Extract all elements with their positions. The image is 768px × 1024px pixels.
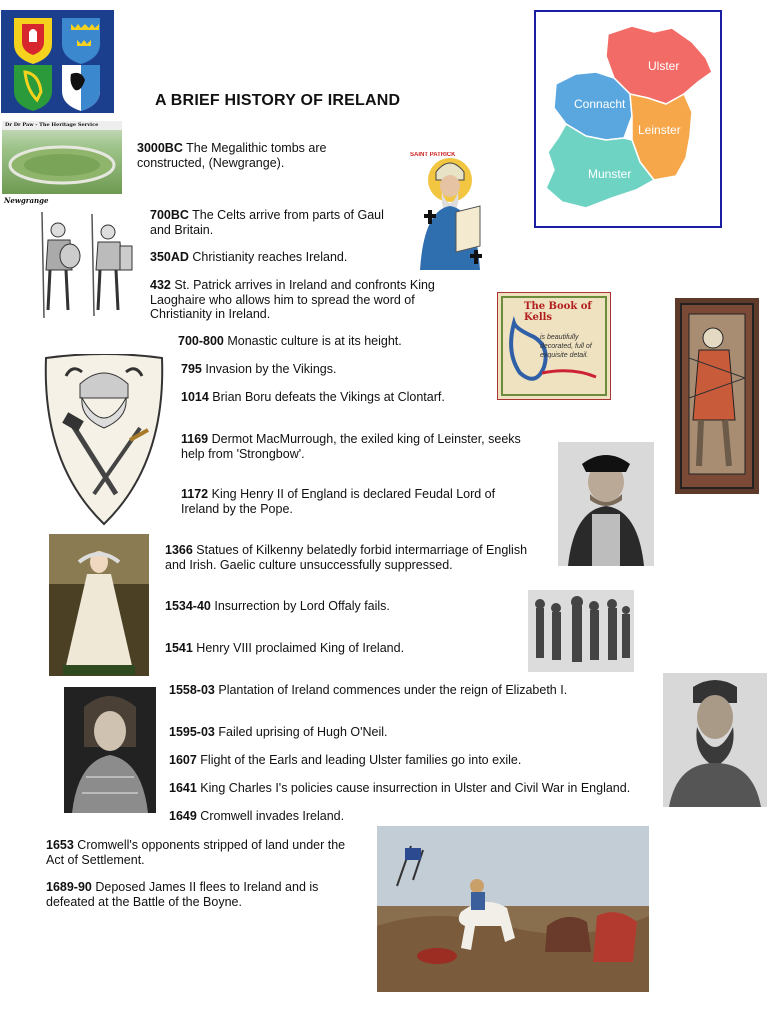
entry-year: 1595-03 [169,725,215,739]
entry-year: 432 [150,278,171,292]
timeline-entry [169,809,469,824]
entry-text: King Henry II of England is declared Feudal Lord of Ireland by the Pope. [181,487,496,516]
stained-glass-knight-image [675,298,759,494]
timeline-entry [165,543,543,572]
timeline-entry [165,599,505,614]
map-label-connacht: Connacht [574,97,626,111]
entry-year: 3000BC [137,141,183,155]
entry-year: 1653 [46,838,74,852]
map-label-ulster: Ulster [648,59,680,73]
entry-year: 1534-40 [165,599,211,613]
book-of-kells-text: is beautifully decorated, full of exquisite detail. [540,334,592,359]
entry-text: Insurrection by Lord Offaly fails. [214,599,390,613]
hugh-oneil-portrait [663,673,767,807]
entry-text: Henry VIII proclaimed King of Ireland. [196,641,405,655]
entry-year: 795 [181,362,202,376]
entry-text: Failed uprising of Hugh O'Neil. [218,725,388,739]
entry-text: Statues of Kilkenny belatedly forbid intermarriage of English and Irish. Gaelic culture unsuccessfully suppressed. [165,543,528,572]
elizabeth-i-portrait [49,534,149,676]
entry-year: 700-800 [178,334,224,348]
timeline-entry [165,641,505,656]
entry-text: St. Patrick arrives in Ireland and confronts King Laoghaire who allows him to spread the word of Christianity in Ireland. [150,278,435,321]
entry-text: Monastic culture is at its height. [227,334,402,348]
entry-text: Cromwell's opponents stripped of land under the Act of Settlement. [46,838,346,867]
entry-text: Deposed James II flees to Ireland and is defeated at the Battle of the Boyne. [46,880,319,909]
battle-of-the-boyne-painting [377,826,649,992]
timeline-entry [181,432,543,461]
henry-viii-portrait [558,442,654,566]
timeline-entry [181,362,481,377]
timeline-entry [181,390,481,405]
lord-offaly-scene-image [528,590,634,672]
saint-patrick-image [406,152,498,270]
entry-year: 1689-90 [46,880,92,894]
timeline-entry [169,683,659,698]
entry-text: Flight of the Earls and leading Ulster families go into exile. [200,753,522,767]
timeline-entry [150,250,406,265]
timeline-entry [46,880,346,909]
entry-year: 1172 [181,487,209,501]
entry-year: 1366 [165,543,193,557]
entry-text: The Megalithic tombs are constructed, (Newgrange). [137,141,327,170]
entry-year: 1558-03 [169,683,215,697]
timeline-entry [169,725,569,740]
viking-shield-image [42,354,166,528]
book-of-kells-title: The Book of Kells [524,301,592,323]
newgrange-photo [2,121,122,194]
timeline-entry [169,781,659,796]
timeline-entry [169,753,659,768]
entry-text: Brian Boru defeats the Vikings at Clontarf. [212,390,445,404]
entry-year: 1014 [181,390,209,404]
entry-year: 700BC [150,208,189,222]
entry-text: Cromwell invades Ireland. [200,809,345,823]
timeline-entry [137,141,359,170]
entry-year: 1641 [169,781,197,795]
timeline-entry [178,334,478,349]
timeline-entry [46,838,364,867]
map-label-leinster: Leinster [638,123,681,137]
book-of-kells-image [497,292,611,400]
entry-text: Christianity reaches Ireland. [192,250,348,264]
entry-text: Plantation of Ireland commences under the reign of Elizabeth I. [218,683,568,697]
entry-text: The Celts arrive from parts of Gaul and Britain. [150,208,384,237]
entry-year: 1169 [181,432,209,446]
entry-year: 1541 [165,641,193,655]
entry-year: 1607 [169,753,197,767]
entry-text: King Charles I's policies cause insurrection in Ulster and Civil War in England. [200,781,631,795]
timeline-entry [181,487,521,516]
ireland-provinces-map [534,10,722,228]
map-label-munster: Munster [588,167,632,181]
entry-year: 1649 [169,809,197,823]
entry-text: Dermot MacMurrough, the exiled king of Leinster, seeks help from 'Strongbow'. [181,432,521,461]
entry-year: 350AD [150,250,189,264]
cromwell-portrait [64,687,156,813]
celtic-warriors-image [28,208,140,322]
entry-text: Invasion by the Vikings. [205,362,337,376]
timeline-entry [150,278,450,322]
saint-patrick-caption: SAINT PATRICK [410,152,456,158]
page-title: A BRIEF HISTORY OF IRELAND [155,92,401,109]
timeline-entry [150,208,406,237]
newgrange-credit: Dr Dr Paw - The Heritage Service [5,122,99,128]
newgrange-caption: Newgrange [4,196,49,205]
provinces-coat-of-arms [1,10,114,113]
